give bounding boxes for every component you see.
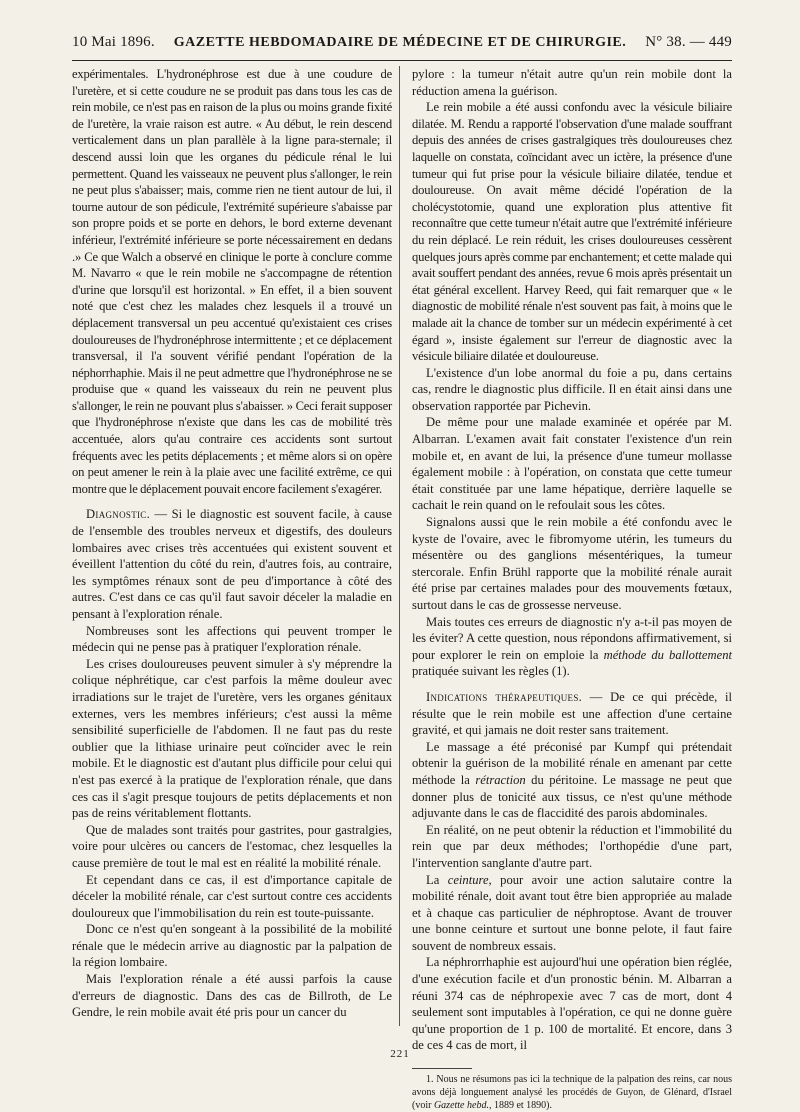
page-number: 221 — [390, 1048, 410, 1060]
section-heading-diagnostic: Diagnostic. — [86, 507, 151, 522]
emphasis: rétraction — [475, 772, 526, 787]
column-divider — [399, 66, 400, 1026]
paragraph: Et cependant dans ce cas, il est d'importance capitale de déceler la mobilité rénale, car c'est surtout contre ces accidents douloureux que l'immobilisation du rein est toute-puissante. — [72, 872, 392, 920]
paragraph-text: Mais toutes ces erreurs de diagnostic n'y a-t-il pas moyen de les éviter? A cette question, nous répondons affirmativement, si pour explorer le rein on emploie la — [412, 614, 732, 662]
paragraph-text: du péritoine. Le massage ne peut que donner plus de tonicité aux tissus, ce n'est qu'une méthode adjuvante dans le cas de flaccidité des parois abdominales. — [412, 772, 732, 821]
paragraph: L'existence d'un lobe anormal du foie a pu, dans certains cas, rendre le diagnostic plus difficile. Il en était ainsi dans une observation rapportée par Pichevin. — [412, 365, 732, 413]
right-column — [412, 66, 732, 1112]
left-column — [72, 66, 392, 1021]
footnote-rule — [412, 1068, 472, 1069]
emphasis: méthode du ballottement — [603, 647, 733, 662]
paragraph: expérimentales. L'hydronéphrose est due à une coudure de l'uretère, et si cette coudure ne se produit pas dans tous les cas de rein mobile, ce n'est pas en raison de la plus ou moins grande fixité de l'uretère, la vraie raison est autre. « Au début, le rein descend verticalement dans un plan parallèle à la ligne para-sternale; il descend aussi loin que les organes du pédicule rénal le lui permettent. Quand les vaisseaux ne peuvent plus s'allonger, le rein ne peut plus s'abaisser; mais, comme rien ne tient autour de lui, il tourne autour de son pédicule, l'extrémité supérieure s'abaisse par son propre poids et se porte en dehors, le bord externe devenant inférieur, l'extrémité inférieure se porte nécessairement en dedans .» Ce que Walch a observé en clinique le porte à conclure comme M. Navarro « que le rein mobile ne s'accompagne de rétention d'urine que lorsqu'il est horizontal. » En effet, il a bien souvent noté que c'est chez les malades chez lesquels il a trouvé un déplacement transversal un peu accentué qu'existaient ces crises douloureuses de l'hydronéphrose intermittente ; et ce déplacement transversal, il l'a souvent vérifié pendant l'opération de la néphorrhaphie. Mais il ne peut admettre que l'hydronéphrose ne se produise que « quand les vaisseaux du rein ne peuvent plus s'allonger, le rein ne pouvant plus s'abaisser. » Ceci ferait supposer que l'hydronéphrose n'existe que dans les cas de mobilité très accentuée, alors qu'au contraire ces accidents sont surtout fréquents avec les petits déplacements ; et même alors si on opère on peut amener le rein à la plaie avec une facilité extrême, ce qui montre que le déplacement pouvait encore facilement s'exagérer. — [72, 67, 392, 496]
footnote-text: , 1889 et 1890). — [488, 1100, 552, 1112]
paragraph-text: , pour avoir une action salutaire contre la mobilité rénale, doit avant tout être bien appropriée au malade et à chaque cas particulier de néphroptose. Avant de trouver une bonne ceinture et surtout une bonne pelote, il faut faire souvent de nombreux essais. — [412, 872, 732, 953]
paragraph-text: — De ce qui précède, il résulte que le rein mobile est une affection d'une certaine gravité, et qui jamais ne doit rester sans traitement. — [412, 689, 733, 738]
emphasis: Gazette hebd. — [433, 1100, 489, 1112]
section-heading-indications: Indications thérapeutiques. — [426, 689, 583, 704]
paragraph-text: pratiquée suivant les règles (1). — [412, 664, 570, 679]
paragraph: Signalons aussi que le rein mobile a été confondu avec le kyste de l'ovaire, avec le fibromyome utérin, les tumeurs du mésentère ou des ganglions mésentériques, la tumeur stercorale. Enfin Brühl rapporte que la mobilité rénale aurait été prise par certaines malades pour des mouvements fœtaux, surtout dans le cas de grossesse nerveuse. — [412, 515, 732, 612]
paragraph: Donc ce n'est qu'en songeant à la possibilité de la mobilité rénale que le médecin arrive au diagnostic par la palpation de la région lombaire. — [72, 922, 392, 970]
running-header — [72, 34, 732, 56]
paragraph: Le rein mobile a été aussi confondu avec la vésicule biliaire dilatée. M. Rendu a rapporté l'observation d'une malade souffrant depuis des années de crises gastralgiques très douloureuses chez laquelle on constata, coïncidant avec un ictère, la présence d'une tumeur qui fut prise pour la vésicule biliaire dilatée, tendue et douloureuse. On avait même décidé l'opération de la cholécystotomie, quand une exploration plus attentive fit reconnaître que cette tumeur n'était autre que l'extrémité inférieure du rein déplacé. Le rein réduit, les crises douloureuses cessèrent quelques jours après comme par enchantement; et cette malade qui avait souffert pendant des années, revue 6 mois après présentait un état général excellent. Harvey Reed, qui fait remarquer que « le diagnostic de mobilité rénale n'est souvent pas fait, à moins que le malade ait la chance de tomber sur un médecin expérimenté à cet égard », insiste également sur l'erreur de diagnostic avec la vésicule biliaire dilatée et douloureuse. — [412, 100, 732, 364]
paragraph — [72, 506, 392, 622]
journal-title: GAZETTE HEBDOMADAIRE DE MÉDECINE ET DE CHIRURGIE. — [173, 35, 627, 50]
emphasis: ceinture — [447, 872, 489, 887]
paragraph — [412, 614, 732, 680]
paragraph — [412, 689, 732, 739]
paragraph-text: Le massage a été préconisé par Kumpf qui prétendait obtenir la guérison de la mobilité rénale en amenant par cette méthode la — [412, 739, 732, 787]
footnote — [412, 1073, 732, 1112]
issue-date: 10 Mai 1896. — [72, 34, 155, 50]
paragraph: Les crises douloureuses peuvent simuler à s'y méprendre la colique néphrétique, car c'est parfois la même douleur avec irradiations sur le trajet de l'uretère, vers les organes génitaux externes, vers les membres inférieurs; c'est aussi la même sensibilité superficielle de l'abdomen. Il ne faut pas du reste oublier que la lithiase urinaire peut coïncider avec le rein mobile. Et le diagnostic est d'autant plus difficile pour celui qui n'est pas exercé à la pratique de l'exploration rénale, que dans ces cas il s'agit presque toujours de petits déplacements et non pas de reins véritablement flottants. — [72, 656, 392, 821]
paragraph: Mais l'exploration rénale a été aussi parfois la cause d'erreurs de diagnostic. Dans des cas de Billroth, de Le Gendre, le rein mobile avait été pris pour un cancer du — [72, 972, 392, 1020]
header-rule — [72, 60, 732, 61]
paragraph: pylore : la tumeur n'était autre qu'un rein mobile dont la réduction amena la guérison. — [412, 67, 732, 98]
paragraph — [412, 872, 732, 955]
footnote-text: 1. Nous ne résumons pas ici la technique de la palpation des reins, car nous avons déjà longuement analysé les procédés de Guyon, de Glénard, d'Israel (voir — [412, 1074, 732, 1112]
paragraph: En réalité, on ne peut obtenir la réduction et l'immobilité du rein que par deux méthodes; l'orthopédie d'une part, l'intervention sanglante d'autre part. — [412, 822, 732, 870]
paragraph: La néphrorrhaphie est aujourd'hui une opération bien réglée, d'une exécution facile et d'un pronostic bénin. M. Albarran a réuni 374 cas de néphropexie avec 7 cas de mort, dont 4 seulement sont imputables à l'opération, ce qui ne donne guère qu'une proportion de 1 p. 100 de mortalité. Et encore, dans 3 de ces 4 cas de mort, il — [412, 955, 732, 1053]
paragraph-text: — Si le diagnostic est souvent facile, à cause de l'ensemble des troubles nerveux et digestifs, des douleurs lombaires avec crises très accentuées qui existent souvent et éveillent l'attention du côté du rein, d'autres fois, au contraire, les symptômes rénaux sont de peu d'importance à côté des autres. C'est dans ce cas qu'il faut savoir déceler la maladie en pensant à l'exploration rénale. — [72, 507, 392, 621]
paragraph: Nombreuses sont les affections qui peuvent tromper le médecin qui ne pense pas à pratiquer l'exploration rénale. — [72, 623, 392, 655]
paragraph-text: La — [426, 872, 448, 887]
paragraph: Que de malades sont traités pour gastrites, pour gastralgies, voire pour ulcères ou cancers de l'estomac, chez lesquelles la cause première de tout le mal est en réalité la mobilité rénale. — [72, 822, 392, 870]
paragraph: De même pour une malade examinée et opérée par M. Albarran. L'examen avait fait constater l'existence d'un rein mobile et, en avant de lui, la présence d'une tumeur mollasse également mobile : à l'opération, on constata que cette tumeur était constituée par une lame hépatique, derrière laquelle se cachait le rein quand on le refoulait sous les côtes. — [412, 415, 732, 513]
paragraph — [412, 739, 732, 822]
issue-page-number: N° 38. — 449 — [645, 34, 732, 50]
